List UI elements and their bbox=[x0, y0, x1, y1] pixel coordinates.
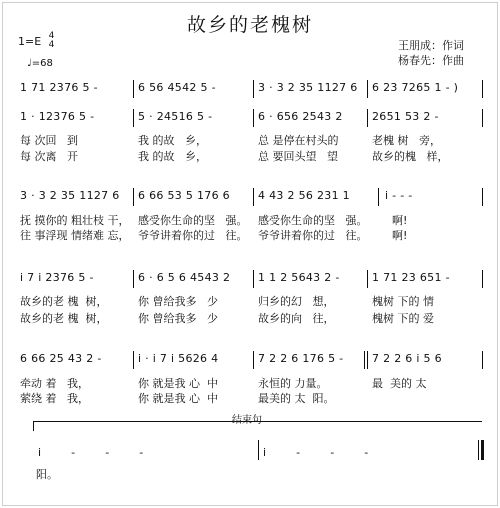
sys2-l1-m3: 感受你生命的坚 强。 bbox=[258, 214, 368, 227]
time-signature-top: 4 bbox=[48, 31, 55, 41]
tempo-mark: ♩=68 bbox=[27, 58, 53, 69]
sys4-l1-m1: 牵动 着 我， bbox=[20, 377, 89, 390]
sys3-m2: 6 · 6 5 6 4543 2 bbox=[138, 271, 231, 284]
sys1-l2-m1: 每 次离 开 bbox=[20, 150, 78, 163]
bar-line bbox=[253, 270, 254, 288]
bar-line bbox=[253, 351, 254, 369]
ending-bracket bbox=[33, 421, 482, 422]
sys2-l2-m3: 爷爷讲着你的过 往。 bbox=[258, 229, 368, 242]
bar-line bbox=[133, 188, 134, 206]
sys1-m1: 1 · 12376 5 - bbox=[20, 110, 95, 123]
ending-lyric: 阳。 bbox=[36, 468, 58, 481]
ending-m1: i - - - bbox=[38, 446, 144, 459]
sys3-l1-m2: 你 曾给我多 少 bbox=[138, 295, 218, 308]
time-signature bbox=[47, 33, 57, 51]
sys4-l1-m4: 最 美的 太 bbox=[372, 377, 427, 390]
bar-line bbox=[133, 351, 134, 369]
sys1-l1-m3: 总 是停在村头的 bbox=[258, 134, 339, 147]
bar-line bbox=[258, 440, 259, 460]
sys3-l2-m2: 你 曾给我多 少 bbox=[138, 312, 218, 325]
sys3-m3: 1 1 2 5643 2 - bbox=[258, 271, 340, 284]
sys3-l1-m4: 槐树 下的 情 bbox=[372, 295, 434, 308]
bar-line bbox=[253, 109, 254, 127]
sys4-m2: i · i 7 i 5626 4 bbox=[138, 352, 219, 365]
sys3-m1: i 7 i 2376 5 - bbox=[20, 271, 94, 284]
bar-line bbox=[482, 188, 483, 206]
intro-m2: 6 56 4542 5 - bbox=[138, 81, 216, 94]
sys4-l1-m2: 你 就是我 心 中 bbox=[138, 377, 218, 390]
bar-line bbox=[367, 270, 368, 288]
intro-m4: 6 23 7265 1 - ) bbox=[372, 81, 459, 94]
score-frame bbox=[2, 2, 498, 506]
sys3-l2-m1: 故乡的老 槐 树， bbox=[20, 312, 108, 325]
intro-m3: 3 · 3 2 35 1127 6 bbox=[258, 81, 358, 94]
sys1-m4: 2651 53 2 - bbox=[372, 110, 439, 123]
bar-line bbox=[367, 80, 368, 98]
bar-line bbox=[367, 109, 368, 127]
key-signature bbox=[18, 33, 57, 51]
bar-line bbox=[253, 188, 254, 206]
sys4-l1-m3: 永恒的 力量。 bbox=[258, 377, 328, 390]
sys2-m4: i - - - bbox=[385, 189, 413, 202]
sys2-m2: 6 66 53 5 176 6 bbox=[138, 189, 230, 202]
ending-label bbox=[232, 411, 262, 426]
sys4-m3: 7 2 2 6 176 5 - bbox=[258, 352, 344, 365]
sys1-l1-m4: 老槐 树 旁， bbox=[372, 134, 441, 147]
bar-line bbox=[482, 109, 483, 127]
sys1-m3: 6 · 656 2543 2 bbox=[258, 110, 343, 123]
sys2-l1-m1: 抚 摸你的 粗壮枝 干， bbox=[20, 214, 130, 227]
bar-line bbox=[133, 109, 134, 127]
sys2-l2-m2: 爷爷讲着你的过 往。 bbox=[138, 229, 248, 242]
sys3-l1-m3: 归乡的幻 想， bbox=[258, 295, 335, 308]
bar-line bbox=[478, 440, 479, 460]
bar-line bbox=[482, 351, 483, 369]
bar-line bbox=[364, 351, 365, 369]
sys4-l2-m3: 最美的 太 阳。 bbox=[258, 392, 335, 405]
sys1-l1-m1: 每 次回 到 bbox=[20, 134, 78, 147]
bar-line bbox=[133, 270, 134, 288]
bar-line bbox=[482, 80, 483, 98]
sys2-l1-m4: 啊! bbox=[392, 214, 408, 227]
lyricist-credit: 王朋成：作词 bbox=[398, 39, 464, 52]
sys1-m2: 5 · 24516 5 - bbox=[138, 110, 213, 123]
sys3-m4: 1 71 23 651 - bbox=[372, 271, 450, 284]
sys4-m4: 7 2 2 6 i 5 6 bbox=[372, 352, 442, 365]
sys1-l1-m2: 我 的故 乡， bbox=[138, 134, 207, 147]
sys4-m1: 6 66 25 43 2 - bbox=[20, 352, 102, 365]
sys4-l2-m2: 你 就是我 心 中 bbox=[138, 392, 218, 405]
sys1-l2-m4: 故乡的槐 样， bbox=[372, 150, 449, 163]
time-signature-bottom: 4 bbox=[48, 40, 55, 50]
bar-line bbox=[482, 270, 483, 288]
bar-line bbox=[253, 80, 254, 98]
bar-line bbox=[378, 188, 379, 206]
key-label: 1=E bbox=[18, 35, 42, 48]
bar-line bbox=[367, 351, 368, 369]
sys2-l2-m1: 往 事浮现 情绪难 忘， bbox=[20, 229, 130, 242]
composer-credit: 杨春先：作曲 bbox=[398, 54, 464, 67]
song-title: 故乡的老槐树 bbox=[186, 14, 313, 36]
intro-m1: 1 71 2376 5 - bbox=[20, 81, 98, 94]
ending-bracket-left bbox=[33, 421, 34, 431]
sys3-l1-m1: 故乡的老 槐 树， bbox=[20, 295, 108, 308]
credits bbox=[398, 38, 464, 68]
sys2-l2-m4: 啊! bbox=[392, 229, 408, 242]
sys3-l2-m4: 槐树 下的 爱 bbox=[372, 312, 434, 325]
final-bar-line bbox=[481, 440, 484, 460]
sys2-m3: 4 43 2 56 231 1 bbox=[258, 189, 350, 202]
sys4-l2-m1: 萦绕 着 我， bbox=[20, 392, 89, 405]
sys1-l2-m2: 我 的故 乡， bbox=[138, 150, 207, 163]
sys3-l2-m3: 故乡的向 往， bbox=[258, 312, 335, 325]
bar-line bbox=[133, 80, 134, 98]
ending-m2: i - - - bbox=[263, 446, 369, 459]
sys2-m1: 3 · 3 2 35 1127 6 bbox=[20, 189, 120, 202]
sys2-l1-m2: 感受你生命的坚 强。 bbox=[138, 214, 248, 227]
sys1-l2-m3: 总 要回头望 望 bbox=[258, 150, 338, 163]
